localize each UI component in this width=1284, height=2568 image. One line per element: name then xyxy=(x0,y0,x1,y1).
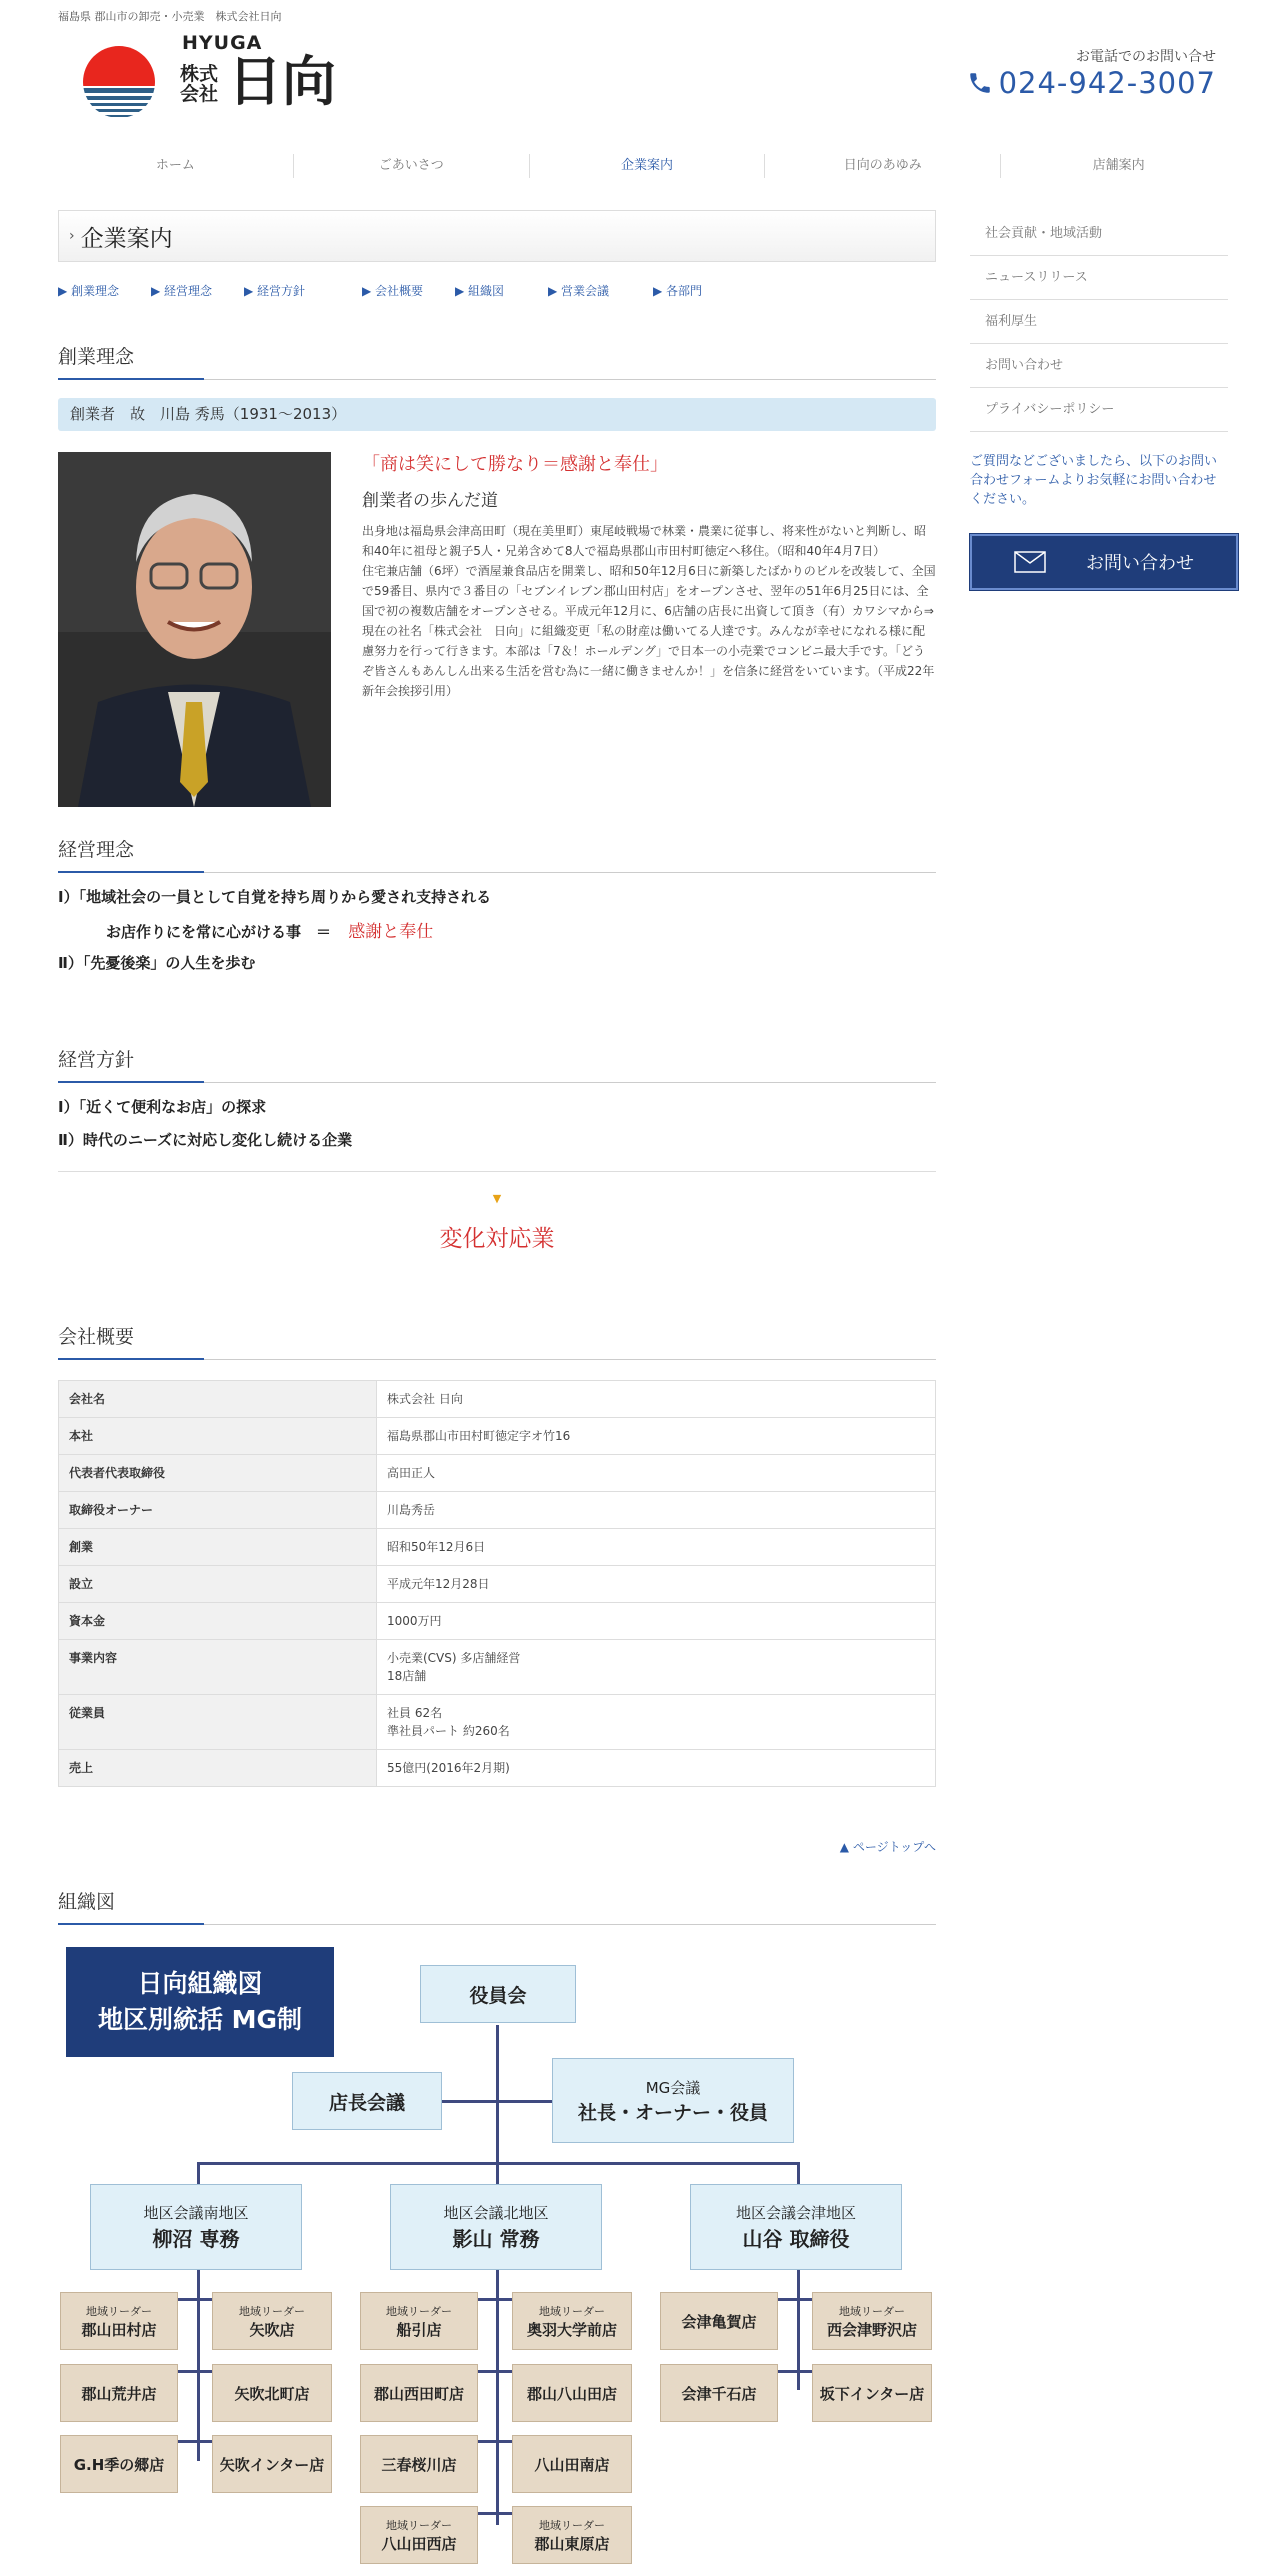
table-value-line: 1000万円 xyxy=(387,1614,442,1628)
policy-line-2: Ⅱ）時代のニーズに対応し変化し続ける企業 xyxy=(58,1131,353,1149)
table-value-line: 昭和50年12月6日 xyxy=(387,1540,486,1554)
logo-kabushiki: 株式 xyxy=(180,63,219,85)
table-value-line: 株式会社 日向 xyxy=(387,1392,463,1406)
store-aizu-sengoku[interactable]: 会津千石店 xyxy=(660,2364,778,2422)
org-aizu-name: 山谷 取締役 xyxy=(742,2227,850,2251)
founder-bar: 創業者 故 川島 秀馬（1931～2013） xyxy=(58,398,936,431)
table-value xyxy=(377,1418,936,1455)
sidebar-item-privacy[interactable]: プライバシーポリシー xyxy=(970,388,1228,432)
store-yayamada-nishi[interactable]: 地域リーダー 八山田西店 xyxy=(360,2506,478,2564)
table-row xyxy=(59,1529,936,1566)
philosophy-line-2: お店作りにを常に心がける事 ＝ xyxy=(106,923,332,941)
table-value-line: 平成元年12月28日 xyxy=(387,1577,490,1591)
table-key: 代表者代表取締役 xyxy=(59,1455,377,1492)
store-miharu-sakuragawa[interactable]: 三春桜川店 xyxy=(360,2435,478,2493)
subnav-org-chart[interactable]: ▶ 組織図 xyxy=(455,284,505,298)
founder-paragraph-2: 住宅兼店舗（6坪）で酒屋兼食品店を開業し、昭和50年12月6日に新築したばかりのビルを改装して、全国で59番目、県内で３番目の「セブンイレブン郡山田村店」をオープンさせ、翌年の51年6月25日には、全国で初の複数店舗をオープンさせる。平成元年12月に、6店舗の店長に出資して頂き（有）カワシマから⇒現在の社名「株式会社 日向」に組織変更「私の財産は働いてる人達です。みんなが幸せになれる様に配慮努力を行って行きます。本部は「7＆！ホールデング」で日本一の小売業でコンビニ最大手です。「どうぞ皆さんもあんしん出来る生活を営む為に一緒に働きませんか！」を信条に経営をいています。（平成22年新年会挨拶引用） xyxy=(362,564,936,698)
table-value-line: 18店舗 xyxy=(387,1669,427,1683)
org-mg-small: MG会議 xyxy=(645,2078,701,2097)
store-yabuki-kitamachi[interactable]: 矢吹北町店 xyxy=(212,2364,332,2422)
table-value xyxy=(377,1640,936,1695)
org-mg-big: 社長・オーナー・役員 xyxy=(577,2101,768,2124)
table-value-line: 社員 62名 xyxy=(387,1706,443,1720)
table-key: 事業内容 xyxy=(59,1640,377,1695)
table-value-line: 川島秀岳 xyxy=(387,1503,436,1517)
table-row xyxy=(59,1381,936,1418)
founder-photo xyxy=(58,452,331,807)
table-value xyxy=(377,1603,936,1640)
philosophy-line-1: Ⅰ）「地域社会の一員として自覚を持ち周りから愛され支持される xyxy=(58,888,492,906)
store-gh-tokinosato[interactable]: G.H季の郷店 xyxy=(60,2435,178,2493)
down-arrow-icon: ▼ xyxy=(492,1192,502,1205)
company-heading: 会社概要 xyxy=(58,1322,936,1360)
store-yabuki[interactable]: 地域リーダー 矢吹店 xyxy=(212,2292,332,2350)
philosophy-line-3: Ⅱ）「先憂後楽」の人生を歩む xyxy=(58,954,256,972)
store-koriyama-arai[interactable]: 郡山荒井店 xyxy=(60,2364,178,2422)
org-banner-line-2: 地区別統括 MG制 xyxy=(97,2005,303,2034)
logo-name: 日向 xyxy=(228,50,336,113)
phone-icon xyxy=(967,68,993,98)
contact-button-label: お問い合わせ xyxy=(1086,553,1194,574)
table-value xyxy=(377,1750,936,1787)
logo-kaisha: 会社 xyxy=(180,83,219,105)
table-key: 設立 xyxy=(59,1566,377,1603)
subnav-policy[interactable]: ▶ 経営方針 xyxy=(244,284,306,298)
site-tagline: 福島県 郡山市の卸売・小売業 株式会社日向 xyxy=(58,10,282,23)
org-north-district xyxy=(390,2184,602,2270)
store-aizu-kamega[interactable]: 会津亀賀店 xyxy=(660,2292,778,2350)
policy-result: 変化対応業 xyxy=(439,1226,555,1252)
table-value-line: 高田正人 xyxy=(387,1466,436,1480)
nav-stores[interactable]: 店舗案内 xyxy=(1092,158,1145,173)
table-key: 創業 xyxy=(59,1529,377,1566)
table-key: 従業員 xyxy=(59,1695,377,1750)
store-ou-university[interactable]: 地域リーダー 奥羽大学前店 xyxy=(512,2292,632,2350)
table-row xyxy=(59,1566,936,1603)
nav-company[interactable]: 企業案内 xyxy=(530,154,766,178)
org-aizu-title: 地区会議会津地区 xyxy=(735,2204,856,2222)
company-logo[interactable] xyxy=(82,32,342,127)
org-south-title: 地区会議南地区 xyxy=(143,2204,249,2222)
table-row xyxy=(59,1640,936,1695)
founder-subheading: 創業者の歩んだ道 xyxy=(362,491,498,511)
store-funehiki[interactable]: 地域リーダー 船引店 xyxy=(360,2292,478,2350)
page-title-bar xyxy=(58,210,936,262)
sidebar-note: ご質問などございましたら、以下のお問い合わせフォームよりお気軽にお問い合わせください。 xyxy=(970,454,1218,507)
subnav-departments[interactable]: ▶ 各部門 xyxy=(653,284,703,298)
org-south-district xyxy=(90,2184,302,2270)
org-north-name: 影山 常務 xyxy=(452,2227,540,2251)
table-value-line: 準社員パート 約260名 xyxy=(387,1724,510,1738)
table-value xyxy=(377,1695,936,1750)
table-value xyxy=(377,1492,936,1529)
company-table xyxy=(58,1380,936,1787)
nav-greeting[interactable]: ごあいさつ xyxy=(294,154,530,178)
philosophy-red-text: 感謝と奉仕 xyxy=(348,922,434,942)
phone-number: 024-942-3007 xyxy=(998,66,1216,100)
table-value xyxy=(377,1566,936,1603)
store-koriyama-nishita[interactable]: 郡山西田町店 xyxy=(360,2364,478,2422)
sub-nav xyxy=(58,282,936,299)
sidebar-item-welfare[interactable]: 福利厚生 xyxy=(970,300,1228,344)
page-top-link[interactable]: ▲ ページトップへ xyxy=(839,1840,936,1854)
table-key: 取締役オーナー xyxy=(59,1492,377,1529)
org-north-title: 地区会議北地区 xyxy=(443,2204,549,2222)
phone-label: お電話でのお問い合せ xyxy=(1076,49,1216,65)
table-value xyxy=(377,1381,936,1418)
logo-brand: HYUGA xyxy=(182,32,263,54)
nav-history[interactable]: 日向のあゆみ xyxy=(765,154,1001,178)
org-south-name: 柳沼 専務 xyxy=(152,2227,240,2251)
org-aizu-district xyxy=(690,2184,902,2270)
org-chart xyxy=(58,1940,936,2568)
org-banner-line-1: 日向組織図 xyxy=(137,1969,263,1998)
table-key: 資本金 xyxy=(59,1603,377,1640)
sidebar xyxy=(970,212,1228,590)
philosophy-heading: 経営理念 xyxy=(58,835,936,873)
table-row xyxy=(59,1603,936,1640)
org-banner xyxy=(66,1947,334,2057)
store-yayamada-minami[interactable]: 八山田南店 xyxy=(512,2435,632,2493)
table-value xyxy=(377,1529,936,1566)
table-value xyxy=(377,1455,936,1492)
table-value-line: 小売業(CVS) 多店舗経営 xyxy=(387,1651,521,1665)
founder-quote: 「商は笑にして勝なり＝感謝と奉仕」 xyxy=(362,454,668,475)
table-key: 会社名 xyxy=(59,1381,377,1418)
subnav-overview[interactable]: ▶ 会社概要 xyxy=(362,284,424,298)
envelope-icon xyxy=(1014,551,1046,573)
subnav-founding[interactable]: ▶ 創業理念 xyxy=(58,284,120,298)
founding-heading: 創業理念 xyxy=(58,342,936,380)
policy-line-1: Ⅰ）「近くて便利なお店」の探求 xyxy=(58,1098,267,1116)
table-key: 本社 xyxy=(59,1418,377,1455)
policy-heading: 経営方針 xyxy=(58,1045,936,1083)
chevron-right-icon: › xyxy=(69,228,75,244)
org-heading: 組織図 xyxy=(58,1887,936,1925)
table-value-line: 55億円(2016年2月期) xyxy=(387,1761,510,1775)
store-koriyama-yayamada[interactable]: 郡山八山田店 xyxy=(512,2364,632,2422)
table-row xyxy=(59,1695,936,1750)
org-mg-meeting xyxy=(552,2058,794,2143)
subnav-philosophy[interactable]: ▶ 経営理念 xyxy=(151,284,213,298)
contact-button[interactable] xyxy=(970,534,1238,590)
store-bange-inter[interactable]: 坂下インター店 xyxy=(812,2364,932,2422)
store-yabuki-inter[interactable]: 矢吹インター店 xyxy=(212,2435,332,2493)
page-title: 企業案内 xyxy=(80,225,173,252)
store-koriyama-higashihara[interactable]: 地域リーダー 郡山東原店 xyxy=(512,2506,632,2564)
subnav-sales-meeting[interactable]: ▶ 営業会議 xyxy=(548,284,610,298)
sidebar-item-contact[interactable]: お問い合わせ xyxy=(970,344,1228,388)
table-key: 売上 xyxy=(59,1750,377,1787)
sidebar-item-community[interactable]: 社会貢献・地域活動 xyxy=(970,212,1228,256)
table-row xyxy=(59,1750,936,1787)
nav-home[interactable]: ホーム xyxy=(58,154,294,178)
org-board: 役員会 xyxy=(420,1965,576,2023)
phone-contact[interactable] xyxy=(967,46,1216,100)
table-row xyxy=(59,1455,936,1492)
table-row xyxy=(59,1418,936,1455)
global-nav xyxy=(58,154,1236,178)
rising-sun-icon xyxy=(82,42,157,122)
sidebar-item-news[interactable]: ニュースリリース xyxy=(970,256,1228,300)
org-store-meeting: 店長会議 xyxy=(292,2072,442,2130)
table-row xyxy=(59,1492,936,1529)
store-koriyama-tamura[interactable]: 地域リーダー 郡山田村店 xyxy=(60,2292,178,2350)
store-nishiaizu-nozawa[interactable]: 地域リーダー 西会津野沢店 xyxy=(812,2292,932,2350)
founder-paragraph-1: 出身地は福島県会津高田町（現在美里町）東尾岐戦場で林業・農業に従事し、将来性がないと判断し、昭和40年に祖母と親子5人・兄弟含めて8人で福島県郡山市田村町徳定へ移住。（昭和40年4月7日） xyxy=(362,524,927,558)
table-value-line: 福島県郡山市田村町徳定字オ竹16 xyxy=(387,1429,571,1443)
